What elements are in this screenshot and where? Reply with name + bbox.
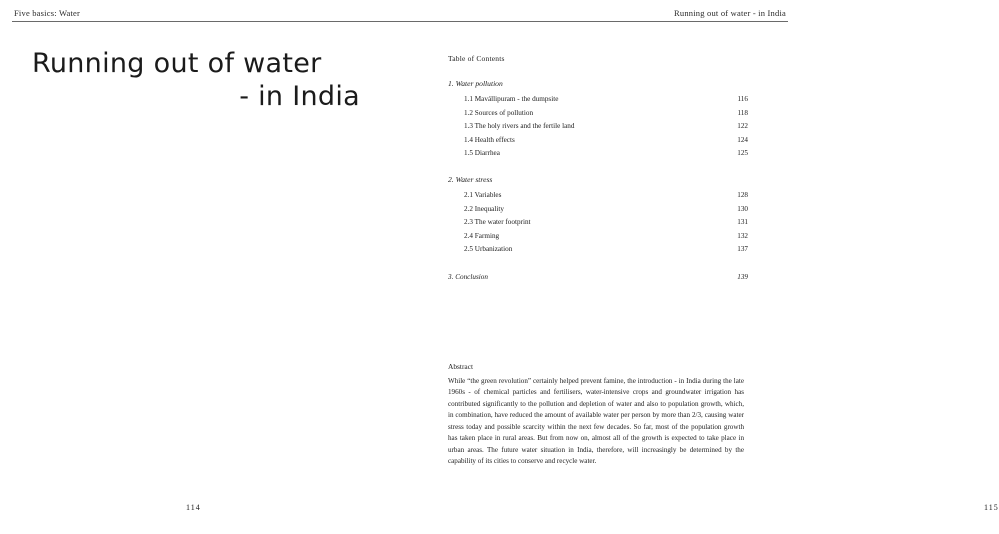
toc-heading: Table of Contents — [448, 54, 505, 63]
toc-entry-page: 131 — [737, 218, 748, 226]
toc-entry-label: 1.3 The holy rivers and the fertile land — [464, 122, 575, 130]
toc-entry[interactable] — [448, 122, 748, 130]
toc-entry-label: 1.2 Sources of pollution — [464, 108, 534, 117]
toc-entry[interactable] — [448, 232, 748, 240]
running-head-left: Five basics: Water — [14, 8, 81, 18]
toc-entry[interactable] — [448, 149, 748, 157]
page-title — [32, 48, 372, 114]
toc-entry-label: 2.2 Inequality — [464, 204, 504, 213]
toc-entry-page: 130 — [737, 204, 748, 213]
toc-entry-page: 128 — [737, 191, 748, 199]
folio-right: 115 — [984, 503, 999, 512]
page-left — [0, 22, 400, 534]
toc-entry-label: 1.5 Diarrhea — [464, 149, 500, 157]
toc-entry[interactable] — [448, 205, 748, 213]
toc-entry-page: 125 — [737, 149, 748, 157]
toc-entry[interactable] — [448, 95, 748, 103]
abstract-body: While “the green revolution” certainly helped prevent famine, the introduction - in India during the late 1960s - of chemical particles and fertilisers, water-intensive crops and groundwater irrigation has contributed significantly to the pollution and depletion of water and also to population growth, which, in combination, have reduced the amount of available water per person by more than 2/3, causing water stress today and possible scarcity within the next few decades. So far, most of the population growth has taken place in rural areas. But from now on, almost all of the growth is expected to take place in urban areas. The future water situation in India, therefore, will increasingly be determined by the capability of its cities to conserve and recycle water. — [448, 377, 744, 466]
table-of-contents — [448, 54, 748, 287]
toc-entry-label: 3. Conclusion — [448, 273, 488, 281]
toc-entry[interactable] — [448, 136, 748, 144]
toc-section — [448, 79, 748, 157]
toc-entry-page: 118 — [737, 108, 748, 117]
page-right — [400, 22, 999, 534]
folio-left: 114 — [186, 503, 201, 512]
toc-section-title: 2. Water stress — [448, 175, 493, 184]
toc-entry-label: 1.4 Health effects — [464, 135, 515, 144]
toc-entry-label: 2.1 Variables — [464, 191, 502, 199]
abstract-heading: Abstract — [448, 362, 474, 371]
toc-entry[interactable] — [448, 218, 748, 226]
toc-entry[interactable] — [448, 109, 748, 117]
toc-entry-page: 116 — [737, 95, 748, 103]
toc-section-title: 1. Water pollution — [448, 79, 503, 88]
title-line-2: - in India — [239, 80, 360, 112]
toc-entry-page: 132 — [737, 231, 748, 240]
running-head-right: Running out of water - in India — [674, 8, 786, 18]
toc-entry-page: 122 — [737, 122, 748, 130]
toc-entry-label: 2.5 Urbanization — [464, 245, 513, 253]
toc-entry-label: 2.4 Farming — [464, 231, 500, 240]
title-line-1: Running out of water — [32, 48, 322, 79]
toc-entry-conclusion[interactable] — [448, 273, 748, 281]
abstract-block — [448, 362, 744, 468]
toc-section — [448, 175, 748, 253]
toc-entry[interactable] — [448, 245, 748, 253]
toc-entry-page: 139 — [737, 273, 748, 281]
toc-entry-label: 1.1 Mavállipuram - the dumpsite — [464, 95, 559, 103]
toc-entry[interactable] — [448, 191, 748, 199]
toc-entry-page: 124 — [737, 135, 748, 144]
toc-entry-page: 137 — [737, 245, 748, 253]
toc-entry-label: 2.3 The water footprint — [464, 218, 531, 226]
